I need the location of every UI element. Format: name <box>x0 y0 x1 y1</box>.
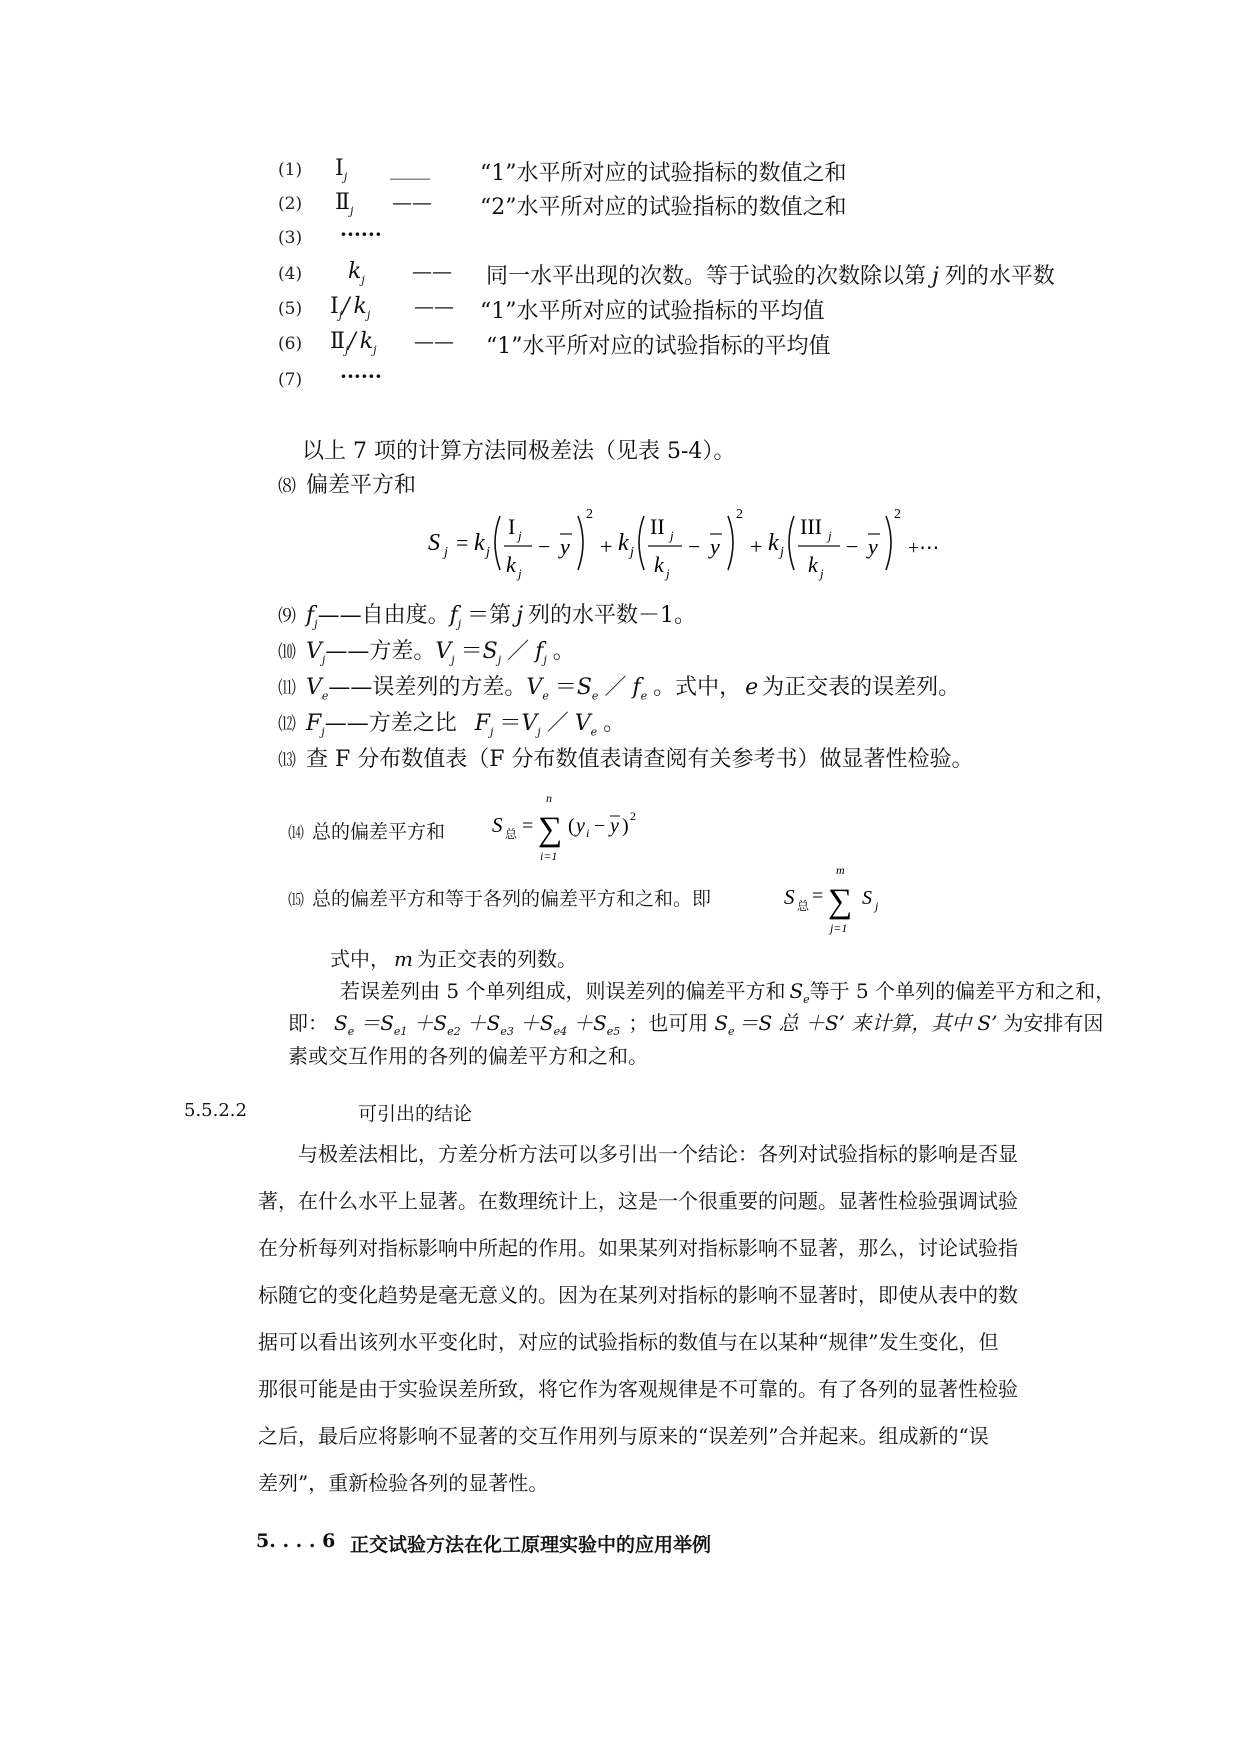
item-text: 偏差平方和 <box>306 473 417 498</box>
formula-sub: j <box>780 545 784 560</box>
item-text: “1”水平所对应的试验指标的平均值 <box>480 299 825 324</box>
item-number: (5) <box>278 299 303 319</box>
dash: —— <box>414 329 454 353</box>
formula-tail: +⋯ <box>908 537 940 559</box>
formula-sub: j <box>670 528 674 543</box>
item-number: ⑾ <box>278 678 296 699</box>
sj-formula <box>420 498 940 588</box>
formula-den: k <box>808 552 818 577</box>
formula-den: k <box>654 552 664 577</box>
item-number: ⒁ <box>288 823 305 842</box>
item-number: ⒂ <box>288 890 305 909</box>
svg-text:j=1: j=1 <box>830 921 848 935</box>
formula-lhs: S <box>428 530 440 556</box>
note-line: 式中， m 为正交表的列数。 <box>330 947 577 971</box>
formula-eq: = <box>456 530 469 555</box>
body-paragraph <box>258 1131 1058 1507</box>
svg-text:总: 总 <box>505 827 518 841</box>
svg-text:S: S <box>492 813 503 837</box>
sigma-symbol: ∑ <box>538 811 563 848</box>
formula-term: II <box>650 514 665 539</box>
item-number: (2) <box>278 194 303 214</box>
formula-sub: j <box>444 545 448 560</box>
formula-den: k <box>506 552 516 577</box>
item-number: (7) <box>278 370 303 390</box>
formula-sub: j <box>666 566 670 581</box>
svg-text:=: = <box>812 885 824 907</box>
symbol: $Ⅱ_j/$ $k_j$ <box>330 329 377 357</box>
list-item: ⑼ $f_j——$自由度。$f_j$ ＝第 j 列的水平数－1。 <box>278 603 697 631</box>
item-number: ⒀ <box>278 750 296 771</box>
formula-plus: + <box>750 534 763 559</box>
formula-k: k <box>768 530 779 556</box>
list-item <box>288 884 711 911</box>
ellipsis: ······ <box>340 222 382 246</box>
paren-left <box>639 516 644 570</box>
svg-text:i=1: i=1 <box>540 849 558 863</box>
heading-number: 5. . . . 6 <box>256 1530 336 1552</box>
svg-text:S: S <box>862 887 872 909</box>
body-line: 之后，最后应将影响不显著的交互作用列与原来的“误差列”合并起来。组成新的“误 <box>258 1424 989 1448</box>
symbol: $Ⅰ_j$ <box>335 156 348 184</box>
formula-sq: 2 <box>894 507 901 522</box>
svg-text:i: i <box>586 826 590 840</box>
item-text: 总的偏差平方和等于各列的偏差平方和之和。即 <box>312 888 712 910</box>
paren-right <box>578 516 583 570</box>
item-number: ⑻ <box>278 476 296 497</box>
list-item <box>288 817 445 844</box>
body-line: 差列”，重新检验各列的显著性。 <box>258 1471 549 1495</box>
svg-text:): ) <box>622 815 629 837</box>
paren-right <box>886 516 891 570</box>
svg-text:(: ( <box>568 815 575 837</box>
dash: —— <box>414 294 454 318</box>
item-text: 同一水平出现的次数。等于试验的次数除以第 j 列的水平数 <box>486 264 1055 289</box>
formula-ybar: y <box>560 534 570 559</box>
item-text: 总的偏差平方和 <box>312 821 446 843</box>
item-number: ⑼ <box>278 606 296 627</box>
symbol: $k_j$ <box>348 259 365 287</box>
svg-text:y: y <box>576 815 585 837</box>
dash: ____ <box>390 156 430 180</box>
formula-ybar: y <box>868 534 878 559</box>
error-paragraph-line1: 若误差列由 5 个单列组成，则误差列的偏差平方和 $S_e$等于 5 个单列的偏差平方和之和， <box>340 979 1116 1006</box>
symbol: $Ⅱ_j$ <box>335 190 354 218</box>
formula-sub: j <box>630 545 634 560</box>
item-number: (4) <box>278 264 303 284</box>
svg-text:2: 2 <box>630 809 636 823</box>
svg-text:S: S <box>784 885 795 909</box>
error-paragraph-line3: 素或交互作用的各列的偏差平方和之和。 <box>288 1044 648 1068</box>
paren-right <box>728 516 733 570</box>
svg-text:m: m <box>836 863 845 877</box>
symbol: $Ⅰ_j/$ $k_j$ <box>330 294 371 322</box>
list-item <box>278 742 974 773</box>
body-line: 标随它的变化趋势是毫无意义的。因为在某列对指标的影响不显著时，即使从表中的数 <box>258 1283 1018 1307</box>
formula-sub: j <box>518 528 522 543</box>
section-title: 可引出的结论 <box>358 1103 473 1125</box>
formula-sub: j <box>820 566 824 581</box>
list-item: ⑿ $F_j——$方差之比 $F_j =V_j$ ／ $V_e$ 。 <box>278 711 626 739</box>
item-number: ⑿ <box>278 714 296 735</box>
s-total-sum-formula <box>780 862 890 942</box>
svg-text:n: n <box>546 791 552 805</box>
item-text: “2”水平所对应的试验指标的数值之和 <box>480 195 847 220</box>
item-text: 查 F 分布数值表（F 分布数值表请查阅有关参考书）做显著性检验。 <box>306 747 974 772</box>
item-number: (3) <box>278 228 303 248</box>
item-number: (1) <box>278 160 303 180</box>
formula-sub: j <box>486 545 490 560</box>
item-text: “1”水平所对应的试验指标的平均值 <box>486 334 831 359</box>
svg-text:−: − <box>594 815 606 837</box>
formula-term: III <box>800 514 822 539</box>
body-line: 那很可能是由于实验误差所致，将它作为客观规律是不可靠的。有了各列的显著性检验 <box>258 1377 1018 1401</box>
list-item: ⑽ $V_j——$方差。$V_j =S_j$ ／ $f_j$ 。 <box>278 639 575 667</box>
dash: —— <box>392 190 432 214</box>
sigma-symbol: ∑ <box>828 883 853 920</box>
formula-minus: − <box>846 534 859 559</box>
ellipsis: ······ <box>340 364 382 388</box>
svg-text:总: 总 <box>797 899 810 913</box>
body-line: 与极差法相比，方差分析方法可以多引出一个结论：各列对试验指标的影响是否显 <box>298 1142 1018 1166</box>
s-total-formula <box>488 790 648 870</box>
formula-k: k <box>618 530 629 556</box>
item-number: (6) <box>278 334 303 354</box>
summary-line: 以上 7 项的计算方法同极差法（见表 5-4）。 <box>302 439 736 464</box>
formula-ybar: y <box>710 534 720 559</box>
formula-minus: − <box>688 534 701 559</box>
item-number: ⑽ <box>278 642 296 663</box>
formula-k: k <box>474 530 485 556</box>
body-line: 在分析每列对指标影响中所起的作用。如果某列对指标影响不显著，那么，讨论试验指 <box>258 1236 1018 1260</box>
list-item: ⑾ $V_e——$误差列的方差。$V_e =S_e$ ／ $f_e$ 。式中， e 为正交表的误差列。 <box>278 675 961 703</box>
formula-plus: + <box>600 534 613 559</box>
list-item <box>278 468 416 499</box>
svg-text:j: j <box>875 899 879 913</box>
paren-left <box>495 516 500 570</box>
paren-left <box>789 516 794 570</box>
formula-sq: 2 <box>736 507 743 522</box>
formula-sub: j <box>828 528 832 543</box>
item-text: “1”水平所对应的试验指标的数值之和 <box>480 161 847 186</box>
section-number: 5.5.2.2 <box>184 1100 247 1121</box>
formula-sq: 2 <box>586 507 593 522</box>
error-paragraph-line2: 即： $S_e =S_{e1} +S_{e2} +S_{e3} +S_{e4} +S_{e5}$ ；也可用 $S_e =S$ 总 ＋S’ 来计算，其中 S’ 为安排有因 <box>288 1011 1104 1038</box>
formula-minus: − <box>538 534 551 559</box>
dash: —— <box>412 259 452 283</box>
formula-term: I <box>508 514 516 539</box>
formula-sub: j <box>518 566 522 581</box>
heading-title: 正交试验方法在化工原理实验中的应用举例 <box>350 1534 712 1556</box>
body-line: 据可以看出该列水平变化时，对应的试验指标的数值与在以某种“规律”发生变化，但 <box>258 1330 999 1354</box>
body-line: 著，在什么水平上显著。在数理统计上，这是一个很重要的问题。显著性检验强调试验 <box>258 1189 1018 1213</box>
svg-text:=: = <box>522 815 534 837</box>
svg-text:y: y <box>610 815 619 837</box>
